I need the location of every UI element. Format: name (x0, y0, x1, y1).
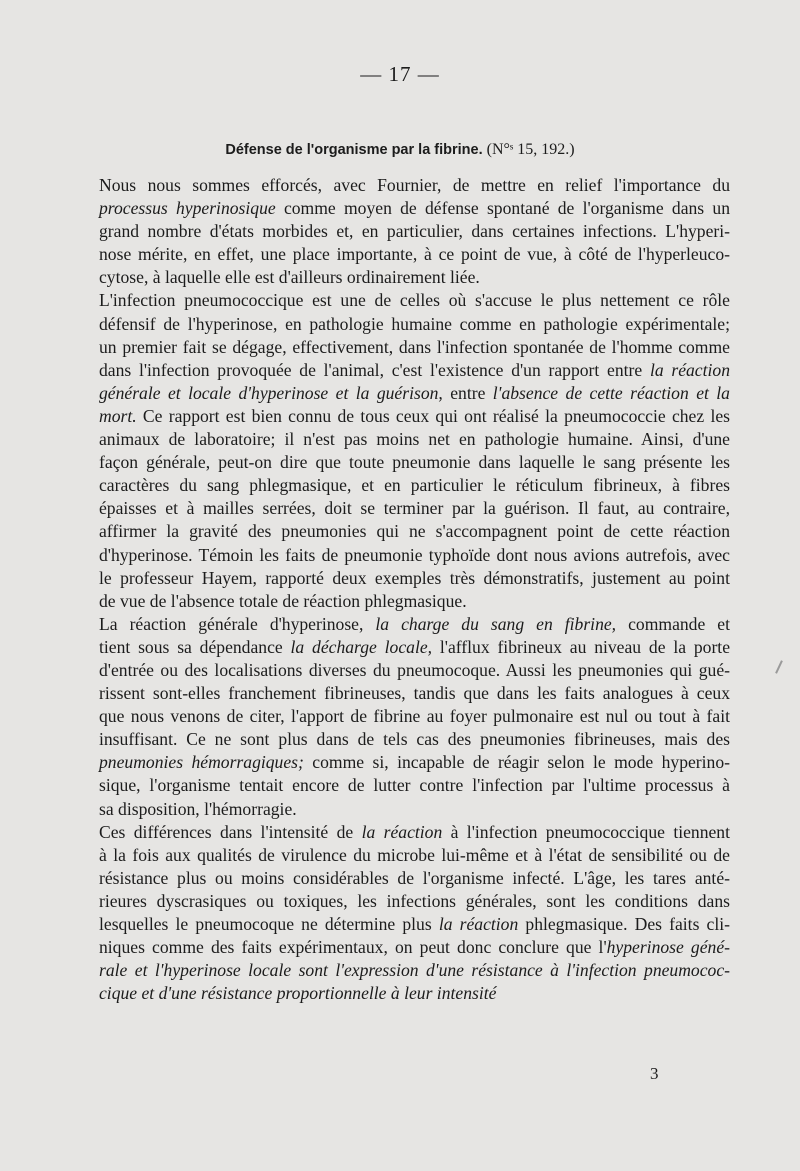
text-line: rieures dyscrasiques ou toxiques, les infections générales, sont les conditions dans (99, 890, 730, 911)
paragraph (62, 821, 730, 1006)
text-line: processus hyperinosique comme moyen de défense spontané de l'organisme dans un (99, 198, 730, 219)
text-line: caractères du sang phlegmasique, et en particulier le réticulum fibrineux, à fibres (99, 475, 730, 496)
text-line (62, 982, 730, 1005)
text-line: affirmer la gravité des pneumonies qui ne s'accompagnent point de cette réaction (99, 521, 730, 542)
text-line: niques comme des faits expérimentaux, on peut donc conclure que l'hyperinose géné- (99, 937, 731, 958)
text-line: Nous nous sommes efforcés, avec Fournier, de mettre en relief l'importance du (99, 175, 730, 195)
text-line: dans l'infection provoquée de l'animal, c'est l'existence d'un rapport entre la réaction (99, 359, 730, 380)
text-line: d'hyperinose. Témoin les faits de pneumonie typhoïde dont nous avions autrefois, avec (99, 544, 730, 565)
italic-phrase: générale et locale d'hyperinose et la guérison, (99, 382, 443, 403)
text-line: d'entrée ou des localisations diverses du pneumocoque. Aussi les pneumonies qui gué- (99, 659, 730, 680)
paragraph (62, 289, 730, 612)
signature-mark: 3 (650, 1064, 659, 1083)
text-line: que nous venons de citer, l'apport de fibrine au foyer pulmonaire est nul ou tout à fait (99, 706, 730, 727)
text-line: cytose, à laquelle elle est d'ailleurs ordinairement liée. (99, 267, 480, 288)
text-line: le professeur Hayem, rapporté deux exemples très démonstratifs, justement au point (99, 567, 730, 588)
text-line: pneumonies hémorragiques; comme si, incapable de réagir selon le mode hyperino- (99, 752, 730, 773)
text-line: Ces différences dans l'intensité de la réaction à l'infection pneumococcique tiennent (99, 821, 730, 842)
text-line: grand nombre d'états morbides et, en particulier, dans certaines infections. L'hyperi- (99, 221, 730, 242)
italic-phrase: l'absence de cette réaction et la (492, 382, 730, 403)
text-line: un premier fait se dégage, effectivement, dans l'infection spontanée de l'homme comme (99, 336, 730, 357)
text-line: tient sous sa dépendance la décharge locale, l'afflux fibrineux au niveau de la porte (99, 636, 730, 657)
text-line: de vue de l'absence totale de réaction phlegmasique. (99, 590, 467, 611)
section-reference: (N°ˢ 15, 192.) (486, 141, 575, 158)
text-line: façon générale, peut-on dire que toute pneumonie dans laquelle le sang présente les (99, 452, 730, 473)
paragraph (62, 174, 730, 289)
text-line: défensif de l'hyperinose, en pathologie humaine comme en pathologie expérimentale; (99, 313, 730, 334)
ink-smudge (775, 660, 783, 674)
italic-phrase: pneumonies hémorragiques; (99, 752, 304, 773)
italic-phrase: la charge du sang en fibrine, (375, 613, 617, 634)
italic-phrase: la réaction (649, 359, 730, 380)
text-line: mort. Ce rapport est bien connu de tous ceux qui ont réalisé la pneumococcie chez les (99, 405, 730, 426)
italic-phrase: cique et d'une résistance proportionnelle à leur intensité (99, 983, 497, 1004)
text-line: sique, l'organisme tentait encore de lutter contre l'infection par l'ultime processus à (99, 775, 730, 796)
text-line: nose mérite, en effet, une place importante, à ce point de vue, à côté de l'hyperleuco- (99, 244, 730, 265)
italic-phrase: hyperinose géné- (606, 937, 731, 958)
text-line: rissent sont-elles franchement fibrineuses, tandis que dans les faits analogues à ceux (99, 683, 730, 704)
italic-phrase: la réaction (438, 914, 519, 934)
section-title: Défense de l'organisme par la fibrine. (225, 142, 483, 158)
italic-phrase: processus hyperinosique (99, 198, 276, 219)
paragraph (62, 613, 730, 821)
text-line: sa disposition, l'hémorragie. (99, 798, 297, 819)
text-line: La réaction générale d'hyperinose, la charge du sang en fibrine, commande et (99, 613, 730, 634)
italic-phrase: mort. (99, 405, 137, 426)
text-line: générale et locale d'hyperinose et la guérison, entre l'absence de cette réaction et la (99, 382, 730, 403)
text-line: à la fois aux qualités de virulence du microbe lui-même et à l'état de sensibilité ou de (99, 844, 730, 865)
text-line (62, 959, 730, 982)
body-text (62, 174, 730, 1005)
text-line: résistance plus ou moins considérables de l'organisme infecté. L'âge, les tares anté- (99, 867, 730, 888)
page-number: — 17 — (360, 62, 440, 86)
section-heading (0, 141, 800, 159)
text-line: lesquelles le pneumocoque ne détermine plus la réaction phlegmasique. Des faits cli- (99, 914, 730, 934)
text-line: épaisses et à mailles serrées, doit se terminer par la guérison. Il faut, au contraire, (99, 498, 730, 519)
italic-phrase: rale et l'hyperinose locale sont l'expression d'une résistance à l'infection pneumococ- (99, 960, 730, 981)
italic-phrase: la décharge locale, (290, 636, 433, 657)
text-line: animaux de laboratoire; il n'est pas moins net en pathologie humaine. Ainsi, d'une (99, 429, 730, 450)
text-line: L'infection pneumococcique est une de celles où s'accuse le plus nettement ce rôle (99, 290, 730, 311)
italic-phrase: la réaction (361, 821, 443, 842)
text-line: insuffisant. Ce ne sont plus dans de tels cas des pneumonies fibrineuses, mais des (99, 729, 730, 750)
